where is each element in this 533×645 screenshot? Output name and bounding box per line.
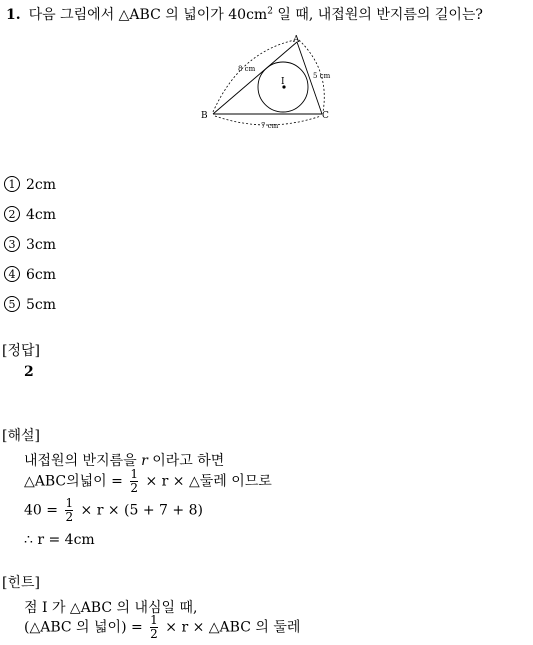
question-number: 1. (6, 7, 21, 23)
choice-3-mark: 3 (4, 236, 20, 252)
choice-4-mark: 4 (4, 266, 20, 282)
solution-line-2 (24, 468, 272, 495)
choice-2-mark: 2 (4, 206, 20, 222)
choice-4[interactable] (4, 266, 56, 283)
solution-line-3 (24, 497, 203, 524)
choice-5-label: 5cm (26, 297, 57, 313)
choice-5[interactable] (4, 296, 56, 313)
solution-heading: [해설] (2, 428, 40, 444)
hint-line-2a: (△ABC 의 넓이) = (24, 619, 143, 636)
side-ab-label: 8 cm (238, 65, 256, 73)
triangle-figure (195, 30, 345, 130)
side-bc-label: 7 cm (261, 122, 279, 130)
choice-1-mark: 1 (4, 176, 20, 192)
solution-line-2b: × r × △둘레 이므로 (145, 473, 272, 490)
solution-line-1 (24, 450, 224, 470)
vertex-b-label: B (201, 111, 208, 121)
choice-2-label: 4cm (26, 207, 57, 223)
vertex-a-label: A (293, 35, 300, 45)
side-ac-label: 5 cm (313, 72, 331, 80)
fraction-numerator: 1 (65, 496, 74, 510)
solution-line-1r: r (141, 453, 148, 469)
choice-5-mark: 5 (4, 296, 20, 312)
hint-line-2b: × r × △ABC 의 둘레 (165, 619, 301, 636)
choice-2[interactable] (4, 206, 56, 223)
fraction-numerator: 1 (130, 467, 138, 481)
choice-3[interactable] (4, 236, 56, 253)
arc-ab (213, 40, 295, 112)
hint-heading: [힌트] (2, 575, 40, 591)
hint-line-1: 점 I 가 △ABC 의 내심일 때, (24, 600, 198, 616)
solution-line-1a: 내접원의 반지름을 (24, 453, 142, 469)
fraction-numerator: 1 (150, 613, 158, 627)
incenter-label: I (281, 77, 285, 87)
fraction-denominator: 2 (65, 510, 74, 524)
choice-3-label: 3cm (26, 237, 57, 253)
question-suffix: 일 때, 내접원의 반지름의 길이는? (272, 7, 483, 23)
hint-fraction (150, 614, 158, 641)
answer-heading: [정답] (2, 343, 40, 359)
solution-fraction-2 (65, 497, 73, 524)
fraction-denominator: 2 (130, 481, 138, 495)
choice-1[interactable] (4, 176, 56, 193)
question-superscript: 2 (267, 6, 273, 17)
solution-line-3a: 40 = (24, 502, 58, 519)
vertex-c-label: C (322, 111, 329, 121)
answer-value: 2 (24, 364, 34, 380)
solution-fraction-1 (130, 468, 138, 495)
solution-line-2a: △ABC의넓이 = (24, 473, 123, 490)
solution-line-3b: × r × (5 + 7 + 8) (80, 502, 203, 519)
solution-line-4: ∴ r = 4cm (24, 532, 95, 548)
choice-1-label: 2cm (26, 177, 57, 193)
question-text (6, 4, 483, 24)
question-prefix: 다음 그림에서 △ABC 의 넓이가 40cm (28, 7, 268, 23)
fraction-denominator: 2 (150, 627, 158, 641)
solution-line-1b: 이라고 하면 (147, 453, 225, 469)
choice-4-label: 6cm (26, 267, 57, 283)
hint-line-2 (24, 614, 300, 641)
